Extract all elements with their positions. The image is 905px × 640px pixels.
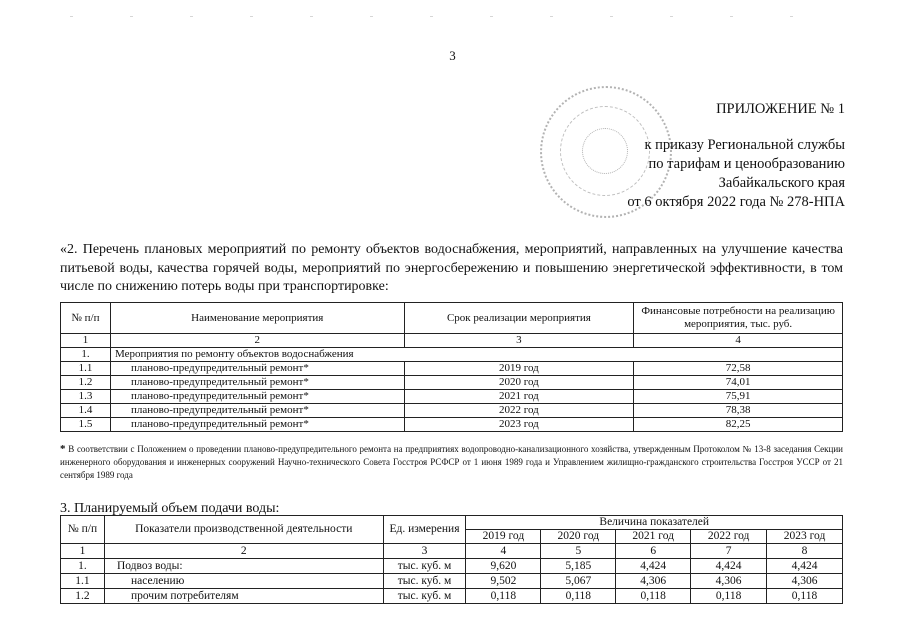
- column-header-unit: Ед. измерения: [383, 516, 466, 544]
- year-header: 2019 год: [466, 530, 541, 544]
- row-number: 1.3: [61, 390, 111, 404]
- value: 4,424: [691, 559, 767, 574]
- column-number: 2: [104, 544, 383, 559]
- measure-name: планово-предупредительный ремонт*: [110, 418, 404, 432]
- column-number: 8: [767, 544, 843, 559]
- table-group-row: [61, 348, 843, 362]
- column-number: 1: [61, 544, 105, 559]
- water-supply-volume-table: [60, 515, 843, 604]
- column-number: 3: [404, 334, 634, 348]
- column-number: 3: [383, 544, 466, 559]
- column-number: 4: [466, 544, 541, 559]
- scan-top-edge: [70, 16, 850, 17]
- column-header: Наименование мероприятия: [110, 303, 404, 334]
- page-number: 3: [449, 48, 456, 63]
- column-header: Срок реализации мероприятия: [404, 303, 634, 334]
- appendix-line-3: Забайкальского края: [718, 175, 845, 191]
- measure-amount: 78,38: [634, 404, 843, 418]
- group-name: Мероприятия по ремонту объектов водоснабжения: [110, 348, 842, 362]
- measure-term: 2022 год: [404, 404, 634, 418]
- appendix-header: [600, 100, 845, 212]
- column-header-indicator: Показатели производственной деятельности: [104, 516, 383, 544]
- measure-name: планово-предупредительный ремонт*: [110, 390, 404, 404]
- indicator-name: населению: [104, 574, 383, 589]
- table-header-row: [61, 516, 843, 530]
- column-number-row: [61, 334, 843, 348]
- column-number: 1: [61, 334, 111, 348]
- column-number: 7: [691, 544, 767, 559]
- table-header-row: [61, 303, 843, 334]
- value: 4,306: [767, 574, 843, 589]
- row-number: 1.4: [61, 404, 111, 418]
- value: 0,118: [691, 589, 767, 604]
- row-number: 1.1: [61, 574, 105, 589]
- appendix-line-1: к приказу Региональной службы: [644, 137, 845, 153]
- value: 9,502: [466, 574, 541, 589]
- column-number: 6: [616, 544, 691, 559]
- value: 0,118: [541, 589, 616, 604]
- column-number: 2: [110, 334, 404, 348]
- measure-amount: 72,58: [634, 362, 843, 376]
- year-header: 2020 год: [541, 530, 616, 544]
- year-header: 2021 год: [616, 530, 691, 544]
- value: 0,118: [616, 589, 691, 604]
- footnote-mark: *: [60, 443, 66, 455]
- unit: тыс. куб. м: [383, 559, 466, 574]
- measure-term: 2023 год: [404, 418, 634, 432]
- value: 4,424: [616, 559, 691, 574]
- value: 5,067: [541, 574, 616, 589]
- value: 0,118: [466, 589, 541, 604]
- group-number: 1.: [61, 348, 111, 362]
- table-row: [61, 376, 843, 390]
- row-number: 1.2: [61, 376, 111, 390]
- value: 9,620: [466, 559, 541, 574]
- appendix-line-2: по тарифам и ценообразованию: [648, 156, 845, 172]
- measure-term: 2021 год: [404, 390, 634, 404]
- table-row: [61, 362, 843, 376]
- column-number: 4: [634, 334, 843, 348]
- column-number: 5: [541, 544, 616, 559]
- year-header: 2023 год: [767, 530, 843, 544]
- table-row: [61, 559, 843, 574]
- column-header-values: Величина показателей: [466, 516, 843, 530]
- table-row: [61, 404, 843, 418]
- appendix-title: ПРИЛОЖЕНИЕ № 1: [716, 101, 845, 117]
- footnote-text: В соответствии с Положением о проведении планово-предупредительного ремонта на предприятиях водопроводно-канализационного хозяйства, утвержденным Протоколом № 13-8 заседания Секции инженерного оборудования и инженерных сооружений Научно-технического Совета Госстроя РСФСР от 1 июня 1989 года и Управлением жилищно-гражданского строительства Госстроя УССР от 21 сентября 1989 года: [60, 444, 843, 480]
- footnote: [60, 443, 843, 482]
- value: 5,185: [541, 559, 616, 574]
- measure-name: планово-предупредительный ремонт*: [110, 362, 404, 376]
- value: 4,306: [691, 574, 767, 589]
- appendix-line-4: от 6 октября 2022 года № 278-НПА: [627, 194, 845, 210]
- unit: тыс. куб. м: [383, 589, 466, 604]
- column-header: № п/п: [61, 303, 111, 334]
- row-number: 1.2: [61, 589, 105, 604]
- indicator-name: прочим потребителям: [104, 589, 383, 604]
- value: 4,424: [767, 559, 843, 574]
- repair-measures-table: [60, 302, 843, 432]
- indicator-name: Подвоз воды:: [104, 559, 383, 574]
- row-number: 1.5: [61, 418, 111, 432]
- measure-term: 2019 год: [404, 362, 634, 376]
- column-header-number: № п/п: [61, 516, 105, 544]
- row-number: 1.1: [61, 362, 111, 376]
- section-2-heading: «2. Перечень плановых мероприятий по ремонту объектов водоснабжения, мероприятий, направленных на улучшение качества питьевой воды, качества горячей воды, мероприятий по энергосбережению и повышению энергетической эффективности, в том числе по снижению потерь воды при транспортировке:: [60, 242, 843, 294]
- row-number: 1.: [61, 559, 105, 574]
- measure-amount: 75,91: [634, 390, 843, 404]
- table-row: [61, 390, 843, 404]
- measure-name: планово-предупредительный ремонт*: [110, 404, 404, 418]
- value: 4,306: [616, 574, 691, 589]
- table-row: [61, 574, 843, 589]
- measure-term: 2020 год: [404, 376, 634, 390]
- column-number-row: [61, 544, 843, 559]
- year-header: 2022 год: [691, 530, 767, 544]
- unit: тыс. куб. м: [383, 574, 466, 589]
- measure-amount: 82,25: [634, 418, 843, 432]
- measure-name: планово-предупредительный ремонт*: [110, 376, 404, 390]
- table-row: [61, 418, 843, 432]
- measure-amount: 74,01: [634, 376, 843, 390]
- table-row: [61, 589, 843, 604]
- value: 0,118: [767, 589, 843, 604]
- section-3-heading: 3. Планируемый объем подачи воды:: [60, 501, 280, 516]
- column-header: Финансовые потребности на реализацию мероприятия, тыс. руб.: [634, 303, 843, 334]
